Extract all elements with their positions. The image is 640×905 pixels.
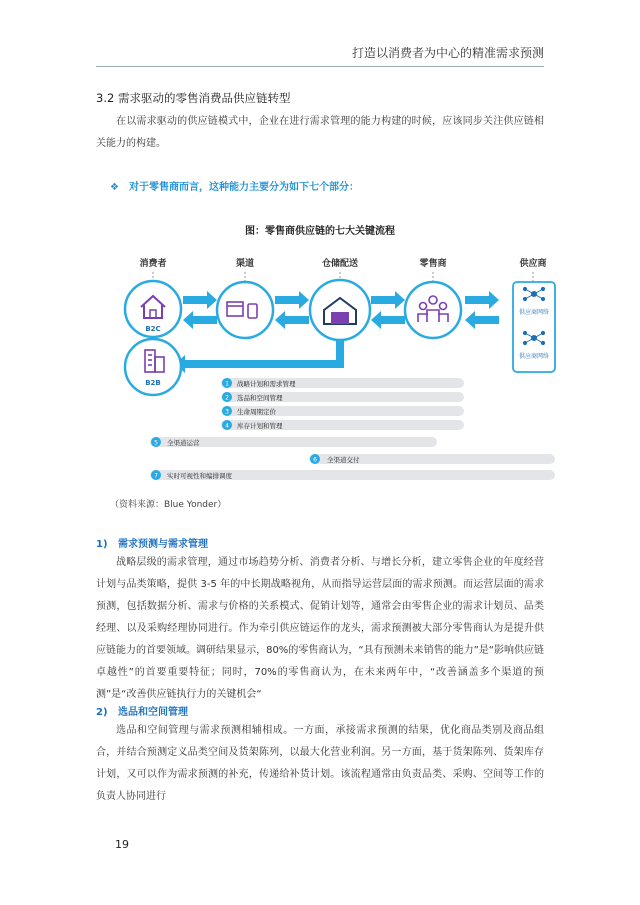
bullet-heading-text: 对于零售商而言，这种能力主要分为如下七个部分： xyxy=(128,182,359,193)
section-title: 3.2 需求驱动的零售消费品供应链转型 xyxy=(96,91,291,105)
process-label: 战略计划和需求管理 xyxy=(237,380,296,388)
supplier-network-label-2: 供应商网络 xyxy=(518,353,550,360)
process-bar-6 xyxy=(309,454,555,464)
column-header-retailer: 零售商 xyxy=(419,259,447,269)
header-rule xyxy=(96,66,544,67)
process-bar-7 xyxy=(150,470,555,480)
process-number: 7 xyxy=(154,472,158,480)
column-header-consumer: 消费者 xyxy=(139,259,167,269)
process-number: 2 xyxy=(225,394,229,402)
subsection-number: 2) xyxy=(96,707,108,718)
process-number: 3 xyxy=(225,408,229,416)
process-label: 全渠道运营 xyxy=(167,439,200,447)
b2b-node xyxy=(125,339,181,395)
column-header-warehouse: 仓储配送 xyxy=(321,259,359,269)
subsection-number: 1) xyxy=(96,539,108,550)
subsection-title: 需求预测与需求管理 xyxy=(118,539,208,550)
subsection-heading-2 xyxy=(96,703,188,718)
subsection-heading-1 xyxy=(96,535,208,550)
process-number: 1 xyxy=(225,380,229,388)
b2c-label: B2C xyxy=(145,325,161,333)
warehouse-node xyxy=(310,280,370,340)
intro-paragraph: 在以需求驱动的供应链模式中，企业在进行需求管理的能力构建的时候，应该同步关注供应链相关能力的构建。 xyxy=(96,116,544,149)
diamond-bullet-icon: ❖ xyxy=(110,182,119,193)
supplier-network-label-1: 供应商网络 xyxy=(518,309,550,316)
process-bar-3 xyxy=(221,406,464,416)
process-label: 库存计划和管理 xyxy=(237,422,283,430)
channel-node xyxy=(217,282,273,338)
supplier-box xyxy=(513,282,555,372)
process-bar-5 xyxy=(150,437,437,447)
process-label: 实时可视性和编排调度 xyxy=(167,472,232,480)
subsection-paragraph-1: 战略层级的需求管理，通过市场趋势分析、消费者分析、与增长分析，建立零售企业的年度经营计划与品类策略，提供 3-5 年的中长期战略视角，从而指导运营层面的需求预测。而运营层面的需求预测，包括数据分析、需求与价格的关系模式、促销计划等，通常会由零售企业的需求计划员、品类经理、以及采购经理协同进行。作为牵引供应链运作的龙头，需求预测被大部分零售商认为是提升供应链能力的首要领域。调研结果显示，80%的零售商认为，“具有预测未来销售的能力”是“影响供应链卓越性”的首要重要特征；同时，70%的零售商认为，在未来两年中，“改善涵盖多个渠道的预测”是“改善供应链执行力的关键机会“ xyxy=(96,557,544,700)
page-header-title: 打造以消费者为中心的精准需求预测 xyxy=(351,46,544,60)
b2c-node xyxy=(125,281,181,337)
process-bar-1 xyxy=(221,378,464,388)
page-number: 19 xyxy=(115,838,129,851)
process-bar-4 xyxy=(221,420,464,430)
process-label: 选品和空间管理 xyxy=(237,394,283,402)
supply-chain-diagram xyxy=(115,252,565,492)
column-header-supplier: 供应商 xyxy=(519,259,547,269)
process-label: 生命周期定价 xyxy=(237,408,276,416)
figure-title: 图：零售商供应链的七大关键流程 xyxy=(245,226,395,237)
figure-source: （资料来源：Blue Yonder） xyxy=(110,500,227,510)
process-number: 4 xyxy=(225,422,229,430)
subsection-paragraph-2: 选品和空间管理与需求预测相辅相成。一方面，承接需求预测的结果，优化商品类别及商品组合，并结合预测定义品类空间及货架陈列，以最大化营业利润。另一方面，基于货架陈列、货架库存计划，又可以作为需求预测的补充，传递给补货计划。该流程通常由负责品类、采购、空间等工作的负责人协同进行 xyxy=(96,725,544,802)
process-label: 全渠道交付 xyxy=(327,456,360,464)
subsection-title: 选品和空间管理 xyxy=(118,707,188,718)
process-number: 5 xyxy=(154,439,158,447)
retailer-node xyxy=(405,282,461,338)
process-number: 6 xyxy=(313,456,317,464)
column-header-channel: 渠道 xyxy=(235,259,255,269)
diagram-svg xyxy=(115,252,565,492)
process-bar-2 xyxy=(221,392,464,402)
bullet-heading xyxy=(110,178,359,193)
b2b-label: B2B xyxy=(145,379,161,387)
